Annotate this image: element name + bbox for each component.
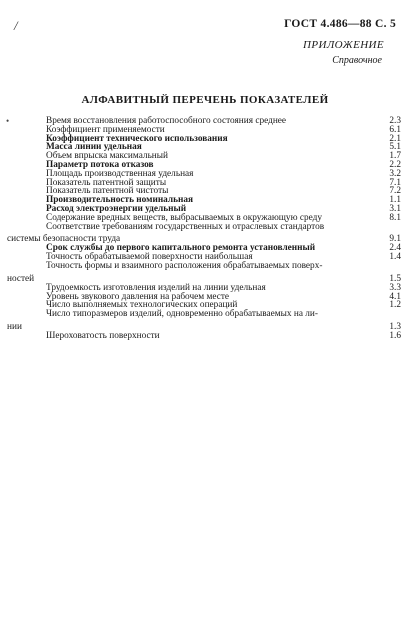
item-code: 1.2 (389, 300, 401, 311)
item-text: Коэффициент технического использования (46, 133, 228, 144)
item-text: Расход электроэнергии удельный (46, 203, 187, 214)
item-text: Срок службы до первого капитального ремонта установленный (46, 243, 316, 254)
item-text: Коэффициент применяемости (46, 124, 165, 135)
list-item (0, 332, 410, 341)
item-code: 3.3 (389, 282, 401, 293)
page-title: АЛФАВИТНЫЙ ПЕРЕЧЕНЬ ПОКАЗАТЕЛЕЙ (81, 94, 329, 106)
item-code: 6.1 (389, 124, 401, 135)
item-text: Число типоразмеров изделий, одновременно обрабатываемых на ли- (46, 309, 318, 320)
item-text: Объем впрыска максимальный (46, 151, 169, 162)
item-text: Число выполняемых технологических операций (46, 300, 238, 311)
list-item (0, 262, 410, 271)
bullet-mark: • (6, 116, 10, 126)
item-text: Содержание вредных веществ, выбрасываемых в окружающую среду (46, 212, 323, 223)
list-item (0, 310, 410, 319)
item-text: Время восстановления работоспособного состояния среднее (46, 116, 287, 126)
item-code: 7.2 (389, 186, 401, 197)
item-code: 5.1 (389, 142, 401, 153)
item-code: 1.5 (389, 273, 401, 284)
item-text: нии (7, 321, 22, 332)
item-code: 1.6 (389, 330, 401, 341)
standard-header: ГОСТ 4.486—88 С. 5 (284, 18, 396, 30)
item-text: Уровень звукового давления на рабочем месте (46, 291, 230, 302)
item-text: системы безопасности труда (7, 234, 121, 245)
item-text: ностей (7, 273, 35, 284)
item-code: 2.4 (389, 243, 401, 254)
item-code: 3.2 (389, 168, 401, 179)
item-text: Показатель патентной защиты (46, 177, 167, 188)
item-text: Трудоемкость изготовления изделий на линии удельная (46, 282, 266, 293)
item-text: Масса линии удельная (46, 142, 142, 153)
item-code: 1.1 (389, 195, 401, 206)
appendix-subtitle: Справочное (332, 55, 382, 66)
list-item (0, 223, 410, 232)
list-item-continuation (0, 271, 410, 284)
item-code: 1.7 (389, 151, 401, 162)
item-text: Площадь производственная удельная (46, 168, 194, 179)
item-text: Точность формы и взаимного расположения обрабатываемых поверх- (46, 260, 323, 271)
item-text: Производительность номинальная (46, 195, 194, 206)
item-text: Шероховатость поверхности (46, 330, 160, 341)
list-item-continuation (0, 319, 410, 332)
item-code: 2.3 (389, 116, 401, 126)
item-code: 1.3 (389, 321, 401, 332)
item-code: 8.1 (389, 212, 401, 223)
item-text: Точность обрабатываемой поверхности наибольшая (46, 252, 253, 263)
item-code: 3.1 (389, 203, 401, 214)
item-code: 9.1 (389, 234, 401, 245)
item-code: 2.1 (389, 133, 401, 144)
item-code: 7.1 (389, 177, 401, 188)
item-text: Параметр потока отказов (46, 159, 154, 170)
page-mark: / (14, 18, 18, 33)
item-code: 1.4 (389, 252, 401, 263)
item-text: Соответствие требованиям государственных и отраслевых стандартов (46, 221, 325, 232)
item-text: Показатель патентной чистоты (46, 186, 169, 197)
index-list (0, 117, 410, 341)
appendix-title: ПРИЛОЖЕНИЕ (303, 39, 384, 51)
item-code: 2.2 (389, 159, 401, 170)
item-code: 4.1 (389, 291, 401, 302)
